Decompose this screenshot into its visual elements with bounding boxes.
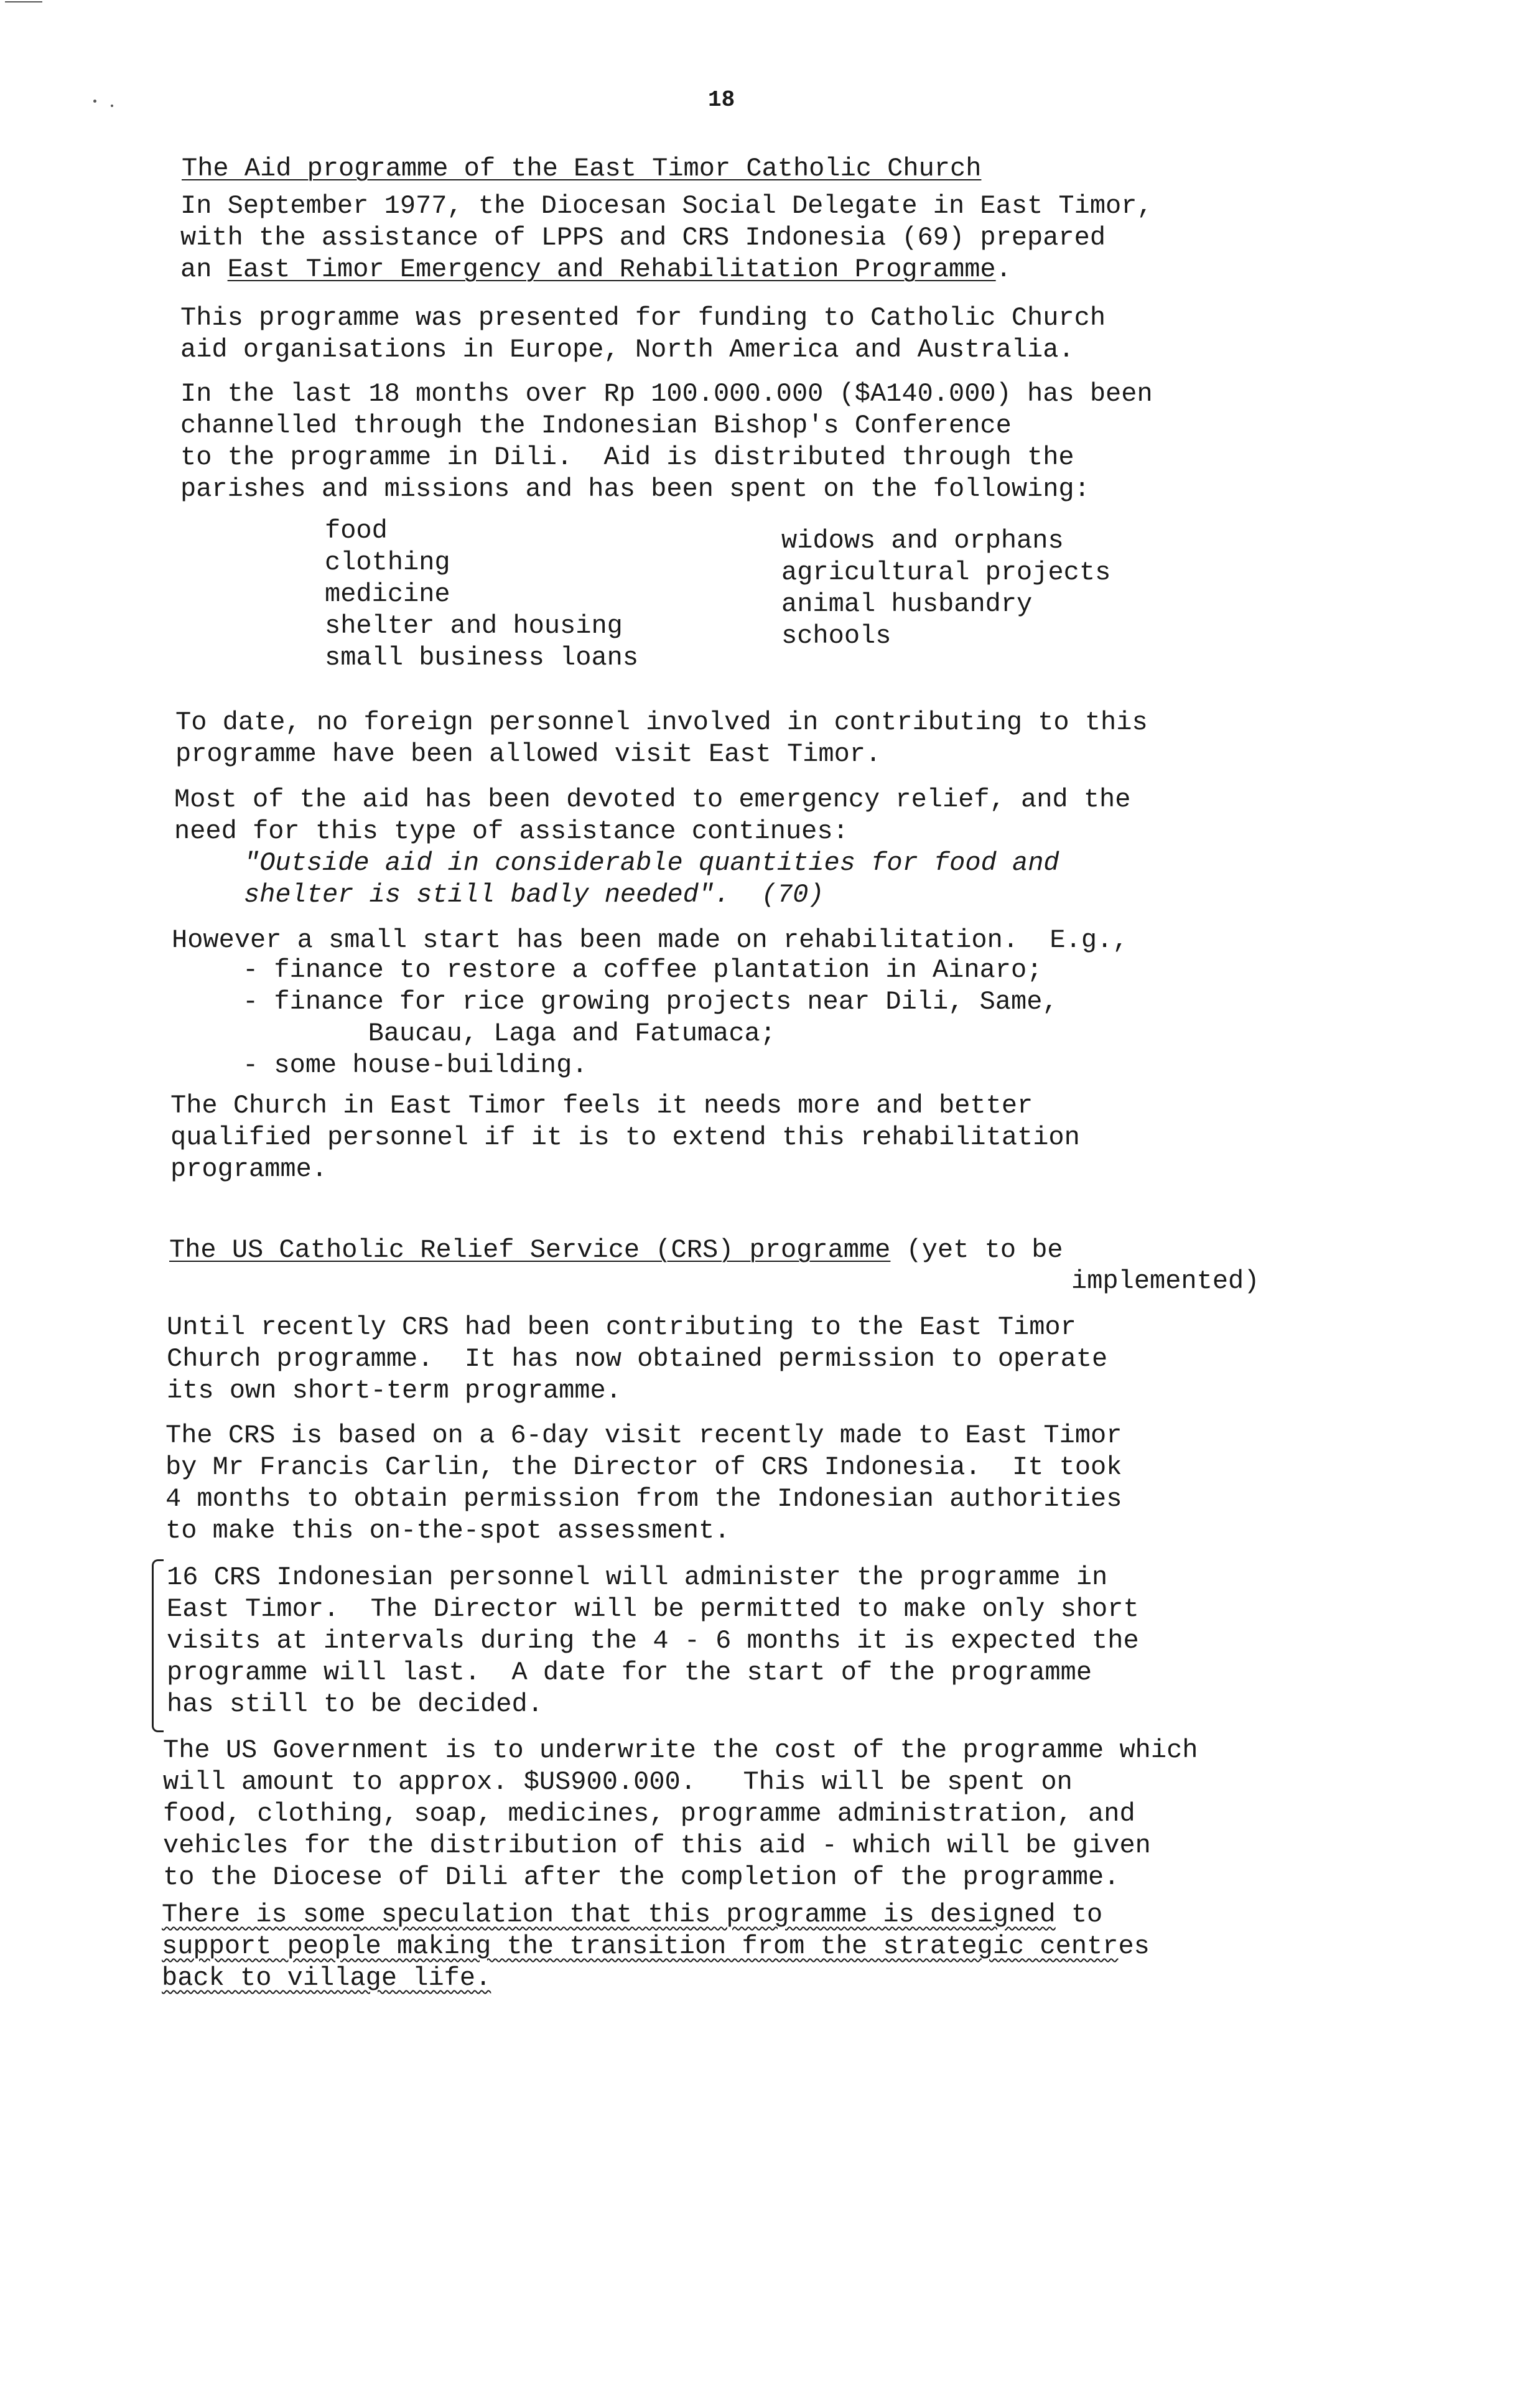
text-line: has still to be decided. <box>167 1689 543 1719</box>
bullet-item: - finance for rice growing projects near Dili, Same, <box>243 987 1058 1017</box>
text-line: by Mr Francis Carlin, the Director of CRS Indonesia. It took <box>165 1452 1122 1482</box>
paragraph-funding <box>180 302 1106 366</box>
bullet-item: - finance to restore a coffee plantation in Ainaro; <box>243 955 1043 985</box>
text-line: The Church in East Timor feels it needs more and better <box>170 1091 1033 1121</box>
list-item: small business loans <box>325 643 639 673</box>
text-line: with the assistance of LPPS and CRS Indonesia (69) prepared <box>180 223 1106 253</box>
paragraph-intro <box>180 190 1153 286</box>
paragraph-personnel <box>175 707 1148 770</box>
paragraph-rehabilitation: However a small start has been made on rehabilitation. E.g., <box>172 925 1129 955</box>
text-line: The CRS is based on a 6-day visit recently made to East Timor <box>165 1421 1122 1450</box>
quote-line: shelter is still badly needed". (70) <box>244 880 824 910</box>
paragraph-us-government <box>163 1735 1198 1893</box>
text-line: es <box>1118 1931 1150 1961</box>
paragraph-church-needs <box>170 1090 1080 1185</box>
paragraph-crs-personnel <box>167 1562 1139 1720</box>
paragraph-speculation <box>162 1899 1150 1994</box>
text-line: In the last 18 months over Rp 100.000.000 ($A140.000) has been <box>180 379 1153 409</box>
text-line: qualified personnel if it is to extend this rehabilitation <box>170 1122 1080 1152</box>
text-line: to make this on-the-spot assessment. <box>165 1516 730 1546</box>
text-line: 4 months to obtain permission from the Indonesian authorities <box>165 1484 1122 1514</box>
text-line: aid organisations in Europe, North America and Australia. <box>180 335 1074 365</box>
spending-list-right <box>781 525 1110 652</box>
text-line: programme have been allowed visit East Timor. <box>175 739 882 769</box>
scan-speck <box>93 100 96 103</box>
text-line: need for this type of assistance continues: <box>174 816 849 846</box>
crs-heading-note-line2: implemented) <box>1071 1266 1260 1296</box>
text-line: to <box>1055 1900 1103 1930</box>
text-line: its own short-term programme. <box>167 1376 621 1406</box>
list-item: clothing <box>325 548 450 577</box>
text-line: East Timor. The Director will be permitted to make only short <box>167 1594 1139 1624</box>
text-line: will amount to approx. $US900.000. This will be spent on <box>163 1767 1073 1797</box>
bullet-item: - some house-building. <box>243 1050 588 1080</box>
handwritten-underline-line: back to village life. <box>162 1963 491 1993</box>
text-line: Until recently CRS had been contributing to the East Timor <box>167 1312 1076 1342</box>
quote-line: "Outside aid in considerable quantities for food and <box>244 848 1059 878</box>
list-item: medicine <box>325 579 450 609</box>
text-line: channelled through the Indonesian Bishop's Conference <box>180 411 1012 441</box>
text-line: vehicles for the distribution of this aid - which will be given <box>163 1831 1151 1860</box>
paragraph-emergency-relief <box>174 784 1130 847</box>
list-item: widows and orphans <box>781 526 1064 556</box>
text-line: Church programme. It has now obtained permission to operate <box>167 1344 1108 1374</box>
section-heading-crs-programme <box>169 1234 1063 1266</box>
text-line: The US Government is to underwrite the cost of the programme which <box>163 1735 1198 1765</box>
text-line: To date, no foreign personnel involved in contributing to this <box>175 707 1148 737</box>
text-line: parishes and missions and has been spent on the following: <box>180 474 1090 504</box>
handwritten-underline-line: support people making the transition from the strategic centr <box>162 1931 1119 1961</box>
text-line: This programme was presented for funding to Catholic Church <box>180 303 1106 333</box>
crs-heading-title: The US Catholic Relief Service (CRS) programme <box>169 1235 891 1265</box>
list-item: food <box>325 516 388 546</box>
text-line: to the programme in Dili. Aid is distributed through the <box>180 442 1074 472</box>
list-item: animal husbandry <box>781 589 1033 619</box>
page-number: 18 <box>708 87 735 113</box>
text-line: 16 CRS Indonesian personnel will administer the programme in <box>167 1562 1108 1592</box>
programme-title: East Timor Emergency and Rehabilitation Programme <box>227 254 996 284</box>
handwritten-underline-line: There is some speculation that this programme is designed <box>162 1900 1056 1930</box>
list-item: agricultural projects <box>781 558 1111 587</box>
text-line: visits at intervals during the 4 - 6 months it is expected the <box>167 1626 1139 1656</box>
crs-heading-note: (yet to be <box>890 1235 1063 1265</box>
quotation <box>244 847 1059 911</box>
list-item: schools <box>781 621 892 651</box>
list-item: shelter and housing <box>325 611 623 641</box>
text-line: programme will last. A date for the start of the programme <box>167 1658 1092 1687</box>
text-line: an <box>180 254 228 284</box>
text-line: programme. <box>170 1154 328 1184</box>
spending-list-left <box>325 515 638 674</box>
paragraph-crs-visit <box>165 1420 1122 1547</box>
scan-speck <box>111 105 113 107</box>
text-line: Most of the aid has been devoted to emergency relief, and the <box>174 785 1131 814</box>
bullet-item: Baucau, Laga and Fatumaca; <box>243 1019 776 1048</box>
paragraph-crs-permission <box>167 1312 1107 1407</box>
section-heading-aid-programme: The Aid programme of the East Timor Catholic Church <box>182 154 982 184</box>
margin-bracket-annotation <box>152 1559 164 1732</box>
rehabilitation-bullets <box>243 954 1058 1081</box>
scan-mark <box>5 1 42 2</box>
text-line: . <box>995 254 1012 284</box>
text-line: In September 1977, the Diocesan Social Delegate in East Timor, <box>180 191 1153 221</box>
paragraph-expenditure <box>180 378 1153 505</box>
text-line: to the Diocese of Dili after the completion of the programme. <box>163 1862 1120 1892</box>
text-line: food, clothing, soap, medicines, programme administration, and <box>163 1799 1135 1829</box>
